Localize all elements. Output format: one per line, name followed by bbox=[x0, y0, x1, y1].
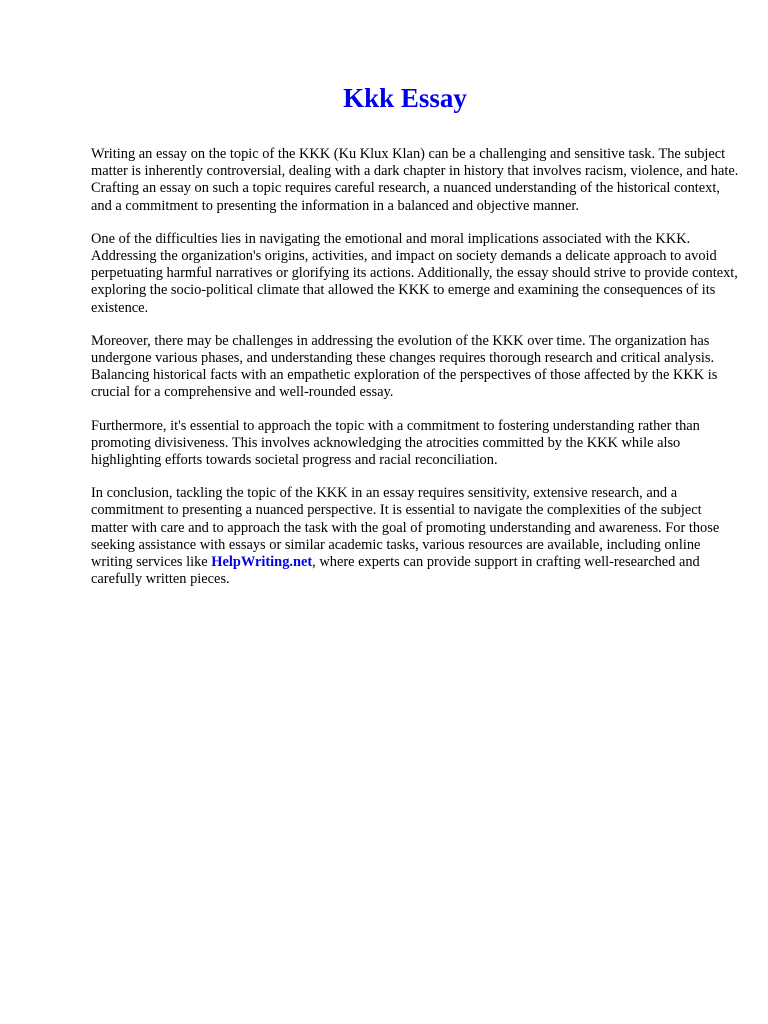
paragraph-conclusion bbox=[91, 485, 741, 588]
paragraph-3: Moreover, there may be challenges in addressing the evolution of the KKK over time. The organization has undergone various phases, and understanding these changes requires thorough research and critical analysis. Balancing historical facts with an empathetic exploration of the perspectives of those affected by the KKK is crucial for a comprehensive and well-rounded essay. bbox=[91, 332, 718, 401]
essay-body bbox=[91, 146, 741, 604]
conclusion-text-after-link: , where experts can provide support in crafting well-researched and carefully written pieces. bbox=[91, 554, 700, 588]
helpwriting-link[interactable]: HelpWriting.net bbox=[211, 554, 313, 571]
paragraph-2: One of the difficulties lies in navigating the emotional and moral implications associated with the KKK. Addressing the organization's origins, activities, and impact on society demands a delicate approach to avoid perpetuating harmful narratives or glorifying its actions. Additionally, the essay should strive to provide context, exploring the socio-political climate that allowed the KKK to emerge and examining the consequences of its existence. bbox=[91, 230, 738, 316]
conclusion-text-before-link: In conclusion, tackling the topic of the KKK in an essay requires sensitivity, extensive research, and a commitment to presenting a nuanced perspective. It is essential to navigate the complexities of the subject matter with care and to approach the task with the goal of promoting understanding and awareness. For those seeking assistance with essays or similar academic tasks, various resources are available, including online writing services like bbox=[91, 485, 720, 571]
page-title: Kkk Essay bbox=[343, 83, 467, 113]
paragraph-1: Writing an essay on the topic of the KKK (Ku Klux Klan) can be a challenging and sensitive task. The subject matter is inherently controversial, dealing with a dark chapter in history that involves racism, violence, and hate. Crafting an essay on such a topic requires careful research, a nuanced understanding of the historical context, and a commitment to presenting the information in a balanced and objective manner. bbox=[91, 146, 739, 214]
paragraph-4: Furthermore, it's essential to approach the topic with a commitment to fostering understanding rather than promoting divisiveness. This involves acknowledging the atrocities committed by the KKK while also highlighting efforts towards societal progress and racial reconciliation. bbox=[91, 417, 700, 469]
